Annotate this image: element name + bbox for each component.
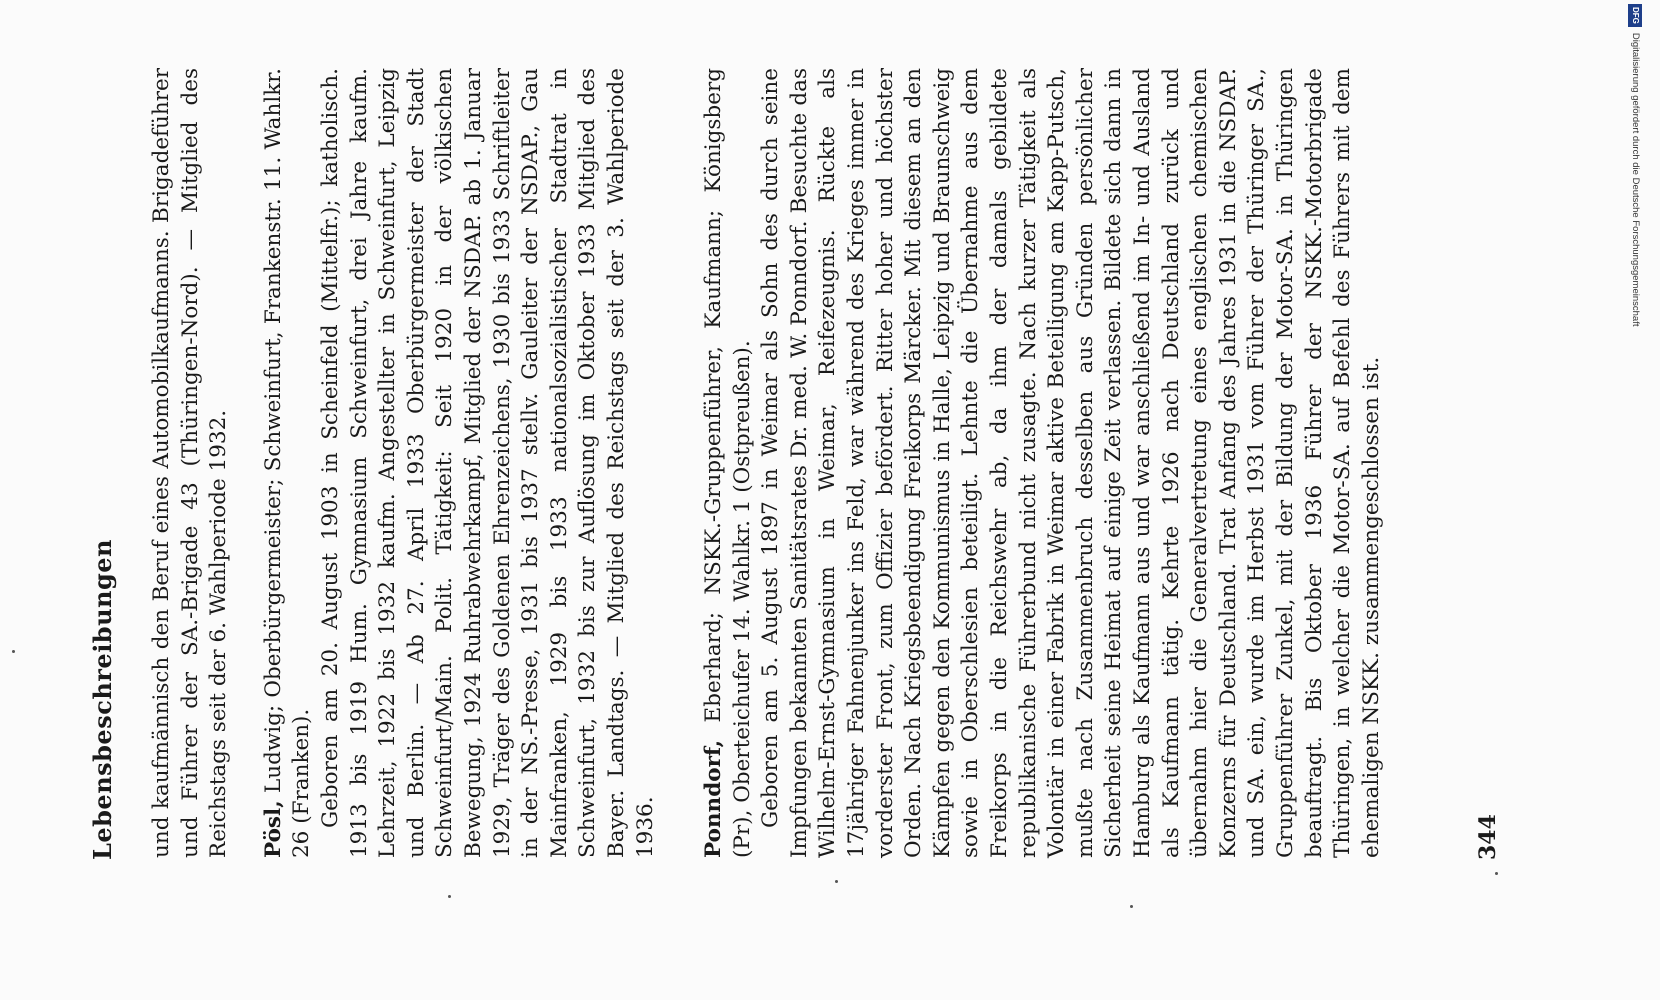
entry-heading-text: Eberhard; NSKK.-Gruppenführer, Kaufmann; Königsberg (Pr), Oberteichufer 14. Wahlkr. 1 (Ostpreußen). bbox=[701, 68, 755, 858]
scan-speck bbox=[1130, 905, 1133, 908]
body-text bbox=[148, 68, 1386, 858]
entry-ponndorf-text: Geboren am 5. August 1897 in Weimar als Sohn des durch seine Impfungen bekannten Sanitätsrates Dr. med. W. Ponndorf. Besuchte das Wilhelm-Ernst-Gymnasium in Weimar, Reifezeugnis. Rückte als 17jähriger Fahnenjunker ins Feld, war während des Krieges immer in vorderster Front, zum Offizier befördert. Ritter hoher und höchster Orden. Nach Kriegsbeendigung Freikorps Märcker. Mit diesem an den Kämpfen gegen den Kommunismus in Halle, Leipzig und Braunschweig sowie in Oberschlesien beteiligt. Lehnte die Übernahme aus dem Freikorps in die Reichswehr ab, da ihm der damals gebildete republikanische Führerbund nicht zusagte. Nach kurzer Tätigkeit als Volontär in einer Fabrik in Weimar aktive Beteiligung am Kapp-Putsch, mußte nach Zusammenbruch desselben aus Gründen persönlicher Sicherheit seine Heimat auf einige Zeit verlassen. Bildete sich dann in Hamburg als Kaufmann aus und war anschließend im In- und Ausland als Kaufmann tätig. Kehrte 1926 nach Deutschland zurück und übernahm hier die Generalvertretung eines englischen chemischen Konzerns für Deutschland. Trat Anfang des Jahres 1931 in die NSDAP. und SA. ein, wurde im Herbst 1931 vom Führer der Thüringer SA., Gruppenführer Zunkel, mit der Bildung der Motor-SA. in Thüringen beauftragt. Bis Oktober 1936 Führer der NSKK.-Motorbrigade Thüringen, in welcher die Motor-SA. auf Befehl des Führers mit dem ehemaligen NSKK. zusammengeschlossen ist. bbox=[758, 68, 1384, 858]
entry-ponndorf-heading bbox=[700, 68, 757, 858]
digitization-credit bbox=[1625, 4, 1645, 684]
credit-text: Digitalisierung gefördert durch die Deutsche Forschungsgemeinschaft bbox=[1630, 32, 1641, 327]
entry-name: Pösl, bbox=[260, 800, 286, 858]
scan-speck bbox=[835, 880, 838, 883]
dfg-logo-icon: DFG bbox=[1628, 4, 1642, 27]
running-head: Lebensbeschreibungen bbox=[88, 539, 117, 860]
entry-name: Ponndorf, bbox=[701, 739, 727, 858]
continuation-paragraph: und kaufmännisch den Beruf eines Automobilkaufmanns. Brigadeführer und Führer der SA.-Brigade 43 (Thüringen-Nord). — Mitglied des Reichstags seit der 6. Wahlperiode 1932. bbox=[149, 68, 232, 858]
scan-speck bbox=[1495, 872, 1498, 875]
scan-speck bbox=[12, 650, 15, 653]
entry-heading-text: Ludwig; Oberbürgermeister; Schweinfurt, Frankenstr. 11. Wahlkr. 26 (Franken). bbox=[260, 68, 315, 858]
scan-speck bbox=[448, 895, 451, 898]
entry-poesl-heading bbox=[260, 68, 317, 858]
page-number: 344 bbox=[1475, 814, 1501, 860]
entry-poesl-text: Geboren am 20. August 1903 in Scheinfeld (Mittelfr.); katholisch. 1913 bis 1919 Hum. Gymnasium Schweinfurt, drei Jahre kaufm. Lehrzeit, 1922 bis 1932 kaufm. Angestellter in Schweinfurt, Leipzig und Berlin. — Ab 27. April 1933 Oberbürgermeister der Stadt Schweinfurt/Main. Polit. Tätigkeit: Seit 1920 in der völkischen Bewegung, 1924 Ruhrabwehrkampf, Mitglied der NSDAP. ab 1. Januar 1929, Träger des Goldenen Ehrenzeichens, 1930 bis 1933 Schriftleiter in der NS.-Presse, 1931 bis 1937 stellv. Gauleiter der NSDAP., Gau Mainfranken, 1929 bis 1933 nationalsozialistischer Stadtrat in Schweinfurt, 1932 bis zur Auflösung im Oktober 1933 Mitglied des Bayer. Landtags. — Mitglied des Reichstags seit der 3. Wahlperiode 1936. bbox=[317, 68, 658, 858]
rotated-page-content bbox=[0, 20, 1560, 940]
